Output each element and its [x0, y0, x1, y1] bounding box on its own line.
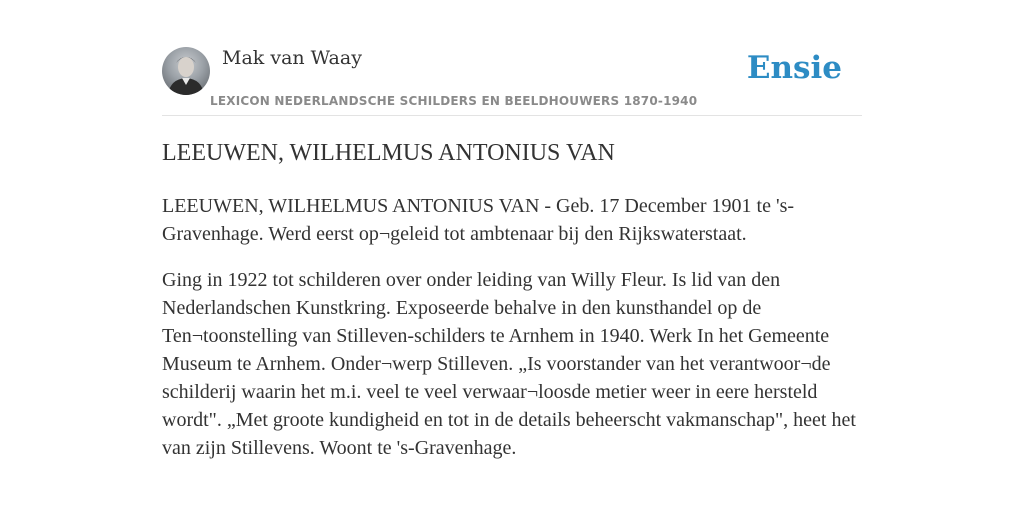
article-paragraph-1: LEEUWEN, WILHELMUS ANTONIUS VAN - Geb. 17 December 1901 te 's-Gravenhage. Werd eerst op¬geleid tot ambtenaar bij den Rijkswaterstaat.: [162, 195, 795, 245]
author-avatar[interactable]: [162, 47, 210, 95]
article-body: [162, 192, 862, 480]
portrait-icon: [162, 47, 210, 95]
author-name[interactable]: Mak van Waay: [222, 47, 362, 69]
article-title: LEEUWEN, WILHELMUS ANTONIUS VAN: [162, 140, 615, 166]
header: [162, 46, 862, 116]
article-paragraph-2: Ging in 1922 tot schilderen over onder leiding van Willy Fleur. Is lid van den Nederlandschen Kunstkring. Exposeerde behalve in den kunsthandel op de Ten¬toonstelling van Stilleven-schilders te Arnhem in 1940. Werk In het Gemeente Museum te Arnhem. Onder¬werp Stilleven. „Is voorstander van het verantwoor¬de schilderij waarin het m.i. veel te veel verwaar¬loosde metier weer in eere hersteld wordt". „Met groote kundigheid en tot in de details beheerscht vakmanschap", heet het van zijn Stillevens. Woont te 's-Gravenhage.: [162, 269, 856, 459]
ensie-logo[interactable]: Ensie: [746, 50, 842, 86]
lexicon-subtitle[interactable]: LEXICON NEDERLANDSCHE SCHILDERS EN BEELDHOUWERS 1870-1940: [210, 94, 698, 108]
